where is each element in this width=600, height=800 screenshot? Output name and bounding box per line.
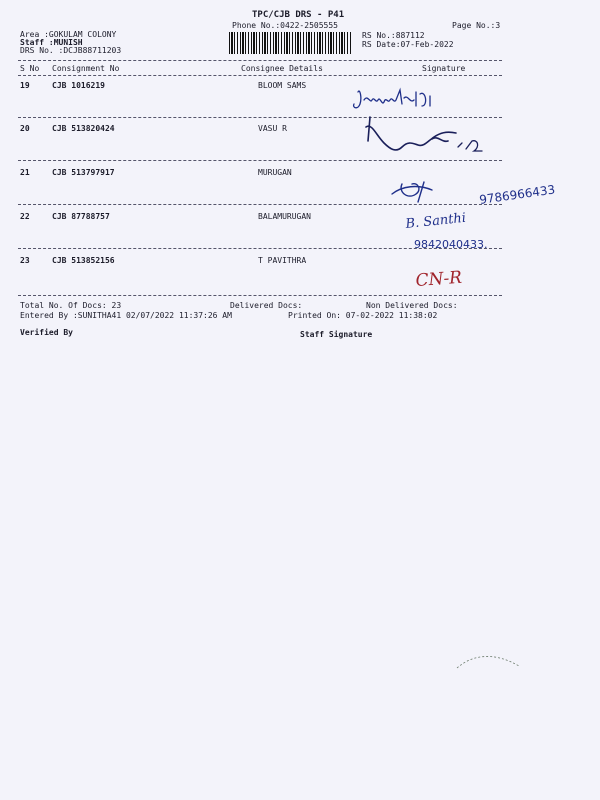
stray-mark <box>455 650 525 678</box>
svg-text:CN-R: CN-R <box>414 267 463 291</box>
signature-jayanthi <box>350 84 440 116</box>
area-label: Area :GOKULAM COLONY <box>20 30 117 39</box>
row-consignee: MURUGAN <box>258 168 292 177</box>
non-delivered-docs: Non Delivered Docs: <box>366 301 458 310</box>
col-header-consignee: Consignee Details <box>241 64 323 73</box>
barcode <box>229 32 351 54</box>
delivered-docs: Delivered Docs: <box>230 301 303 310</box>
row-consignment: CJB 1016219 <box>52 81 105 90</box>
col-header-consignment: Consignment No <box>52 64 120 73</box>
verified-by-label: Verified By <box>20 328 73 337</box>
signature-vasu <box>362 113 502 163</box>
printed-on: Printed On: 07-02-2022 11:38:02 <box>288 311 438 320</box>
row-consignment: CJB 513797917 <box>52 168 115 177</box>
row-consignment: CJB 87788757 <box>52 212 110 221</box>
svg-text:B. Santhi: B. Santhi <box>404 210 467 232</box>
rs-number: RS No.:887112 <box>362 31 425 40</box>
staff-signature-label: Staff Signature <box>300 330 373 339</box>
staff-label: Staff :MUNISH <box>20 38 83 47</box>
row-consignment: CJB 513820424 <box>52 124 115 133</box>
divider <box>18 295 502 296</box>
divider <box>18 75 502 76</box>
col-header-sno: S No <box>20 64 40 73</box>
drs-number: DRS No. :DCJB88711203 <box>20 46 122 55</box>
signature-cnr <box>412 262 502 294</box>
page-number: Page No.:3 <box>452 21 501 30</box>
row-sno: 23 <box>20 256 30 265</box>
row-sno: 20 <box>20 124 30 133</box>
row-sno: 21 <box>20 168 30 177</box>
row-consignee: VASU R <box>258 124 287 133</box>
row-consignee: BALAMURUGAN <box>258 212 311 221</box>
row-consignee: BLOOM SAMS <box>258 81 307 90</box>
entered-by: Entered By :SUNITHA41 02/07/2022 11:37:26 AM <box>20 311 232 320</box>
row-consignment: CJB 513852156 <box>52 256 115 265</box>
row-sno: 19 <box>20 81 30 90</box>
phone-number: Phone No.:0422-2505555 <box>232 21 338 30</box>
col-header-signature: Signature <box>422 64 466 73</box>
svg-text:9842040433.: 9842040433. <box>414 238 488 251</box>
rs-date: RS Date:07-Feb-2022 <box>362 40 454 49</box>
total-docs: Total No. Of Docs: 23 <box>20 301 122 310</box>
row-consignee: T PAVITHRA <box>258 256 307 265</box>
row-sno: 22 <box>20 212 30 221</box>
signature-b-santhi <box>400 208 550 254</box>
divider <box>18 60 502 61</box>
svg-text:9786966433: 9786966433 <box>478 182 557 207</box>
signature-murugan <box>388 172 557 208</box>
doc-title: TPC/CJB DRS - P41 <box>252 10 345 20</box>
